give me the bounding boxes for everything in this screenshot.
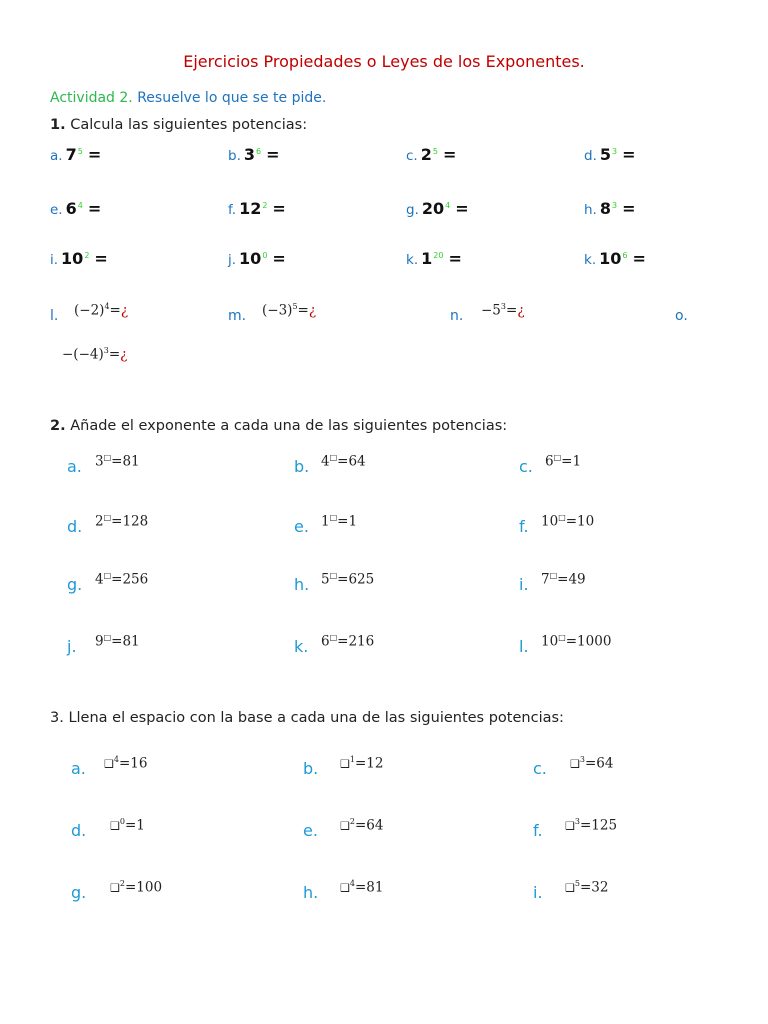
expr-mark: ¿ <box>517 302 525 319</box>
expr-base: 7 <box>541 571 550 588</box>
s2-expr-k <box>321 633 374 650</box>
expr-exponent: 2 <box>349 817 355 826</box>
expr-exponent: 1 <box>349 755 355 764</box>
item-equals: = <box>87 199 102 218</box>
s2-letter-g: g. <box>67 575 83 594</box>
s1-extra-letter-l: l. <box>50 308 59 324</box>
expr-base: −5 <box>481 302 501 319</box>
expr-result: =81 <box>111 633 140 650</box>
item-equals: = <box>272 199 286 218</box>
item-base: 10 <box>599 249 622 268</box>
page-title: Ejercicios Propiedades o Leyes de los Exponentes. <box>183 52 585 71</box>
s1-item-i <box>50 249 108 268</box>
item-letter: c. <box>406 148 418 164</box>
expr-equals: = <box>506 302 518 319</box>
item-equals: = <box>87 145 102 164</box>
expr-result: =100 <box>124 879 163 896</box>
expr-exponent: 4 <box>113 755 119 764</box>
section2-number: 2. <box>50 418 66 434</box>
exponent-blank-box[interactable]: □ <box>558 513 566 522</box>
item-letter: d. <box>584 148 597 164</box>
item-letter: g. <box>406 202 419 218</box>
expr-result: =216 <box>337 633 375 650</box>
item-equals: = <box>632 249 646 268</box>
s1-extra-letter-m: m. <box>228 308 247 324</box>
expr-base: 4 <box>321 453 330 470</box>
base-blank-box[interactable]: ❑ <box>104 757 114 771</box>
exponent-blank-box[interactable]: □ <box>329 453 338 462</box>
item-letter: k. <box>406 252 419 268</box>
s3-letter-c: c. <box>533 759 547 778</box>
item-base: 10 <box>61 249 84 268</box>
expr-result: =125 <box>579 817 618 834</box>
item-letter: k. <box>584 252 597 268</box>
item-base: 20 <box>421 199 445 218</box>
s3-expr-a <box>104 755 147 772</box>
exponent-blank-box[interactable]: □ <box>553 453 562 462</box>
item-equals: = <box>94 249 108 268</box>
expr-base: 6 <box>321 633 330 650</box>
item-base: 7 <box>65 145 77 164</box>
item-exponent: 5 <box>77 146 83 156</box>
base-blank-box[interactable]: ❑ <box>340 819 350 833</box>
exponent-blank-box[interactable]: □ <box>103 453 112 462</box>
item-exponent: 2 <box>262 200 268 210</box>
item-base: 10 <box>239 249 262 268</box>
exponent-blank-box[interactable]: □ <box>103 633 112 642</box>
s1-extra-expr-n <box>481 302 525 319</box>
expr-result: =1 <box>124 817 145 834</box>
item-base: 8 <box>599 199 611 218</box>
s2-expr-i <box>541 571 586 588</box>
expr-base: 1 <box>321 513 330 530</box>
item-base: 2 <box>420 145 432 164</box>
item-base: 12 <box>239 199 262 218</box>
expr-base: 10 <box>541 513 559 530</box>
base-blank-box[interactable]: ❑ <box>110 881 120 895</box>
expr-mark: ¿ <box>120 346 128 363</box>
base-blank-box[interactable]: ❑ <box>110 819 120 833</box>
s2-expr-l <box>541 633 611 650</box>
s3-letter-i: i. <box>533 883 543 902</box>
item-letter: i. <box>50 252 59 268</box>
s2-letter-j: j. <box>67 637 77 656</box>
expr-exponent: 3 <box>574 817 580 826</box>
expr-result: =625 <box>337 571 375 588</box>
expr-result: =64 <box>337 453 366 470</box>
expr-result: =1 <box>561 453 582 470</box>
s1-item-d <box>584 145 636 164</box>
s2-expr-h <box>321 571 374 588</box>
expr-exponent: 3 <box>500 302 506 311</box>
item-exponent: 20 <box>433 250 444 260</box>
s2-expr-g <box>95 571 148 588</box>
item-letter: b. <box>228 148 241 164</box>
expr-base: 6 <box>545 453 554 470</box>
expr-result: =12 <box>354 755 384 772</box>
s3-letter-e: e. <box>303 821 318 840</box>
exponent-blank-box[interactable]: □ <box>329 571 338 580</box>
s1-extra-expr-l <box>74 302 128 319</box>
expr-base: 3 <box>95 453 104 470</box>
s2-letter-k: k. <box>294 637 309 656</box>
s3-letter-a: a. <box>71 759 86 778</box>
s2-expr-a <box>95 453 140 470</box>
exponent-blank-box[interactable]: □ <box>549 571 558 580</box>
expr-result: =32 <box>579 879 609 896</box>
expr-exponent: 4 <box>104 302 110 311</box>
expr-result: =81 <box>354 879 384 896</box>
expr-base: 9 <box>95 633 104 650</box>
s2-letter-d: d. <box>67 517 83 536</box>
item-exponent: 6 <box>256 146 262 156</box>
item-exponent: 3 <box>612 200 618 210</box>
s1-item-a <box>50 145 101 164</box>
expr-result: =128 <box>111 513 149 530</box>
section3-heading: 3. Llena el espacio con la base a cada una de las siguientes potencias: <box>50 710 564 726</box>
item-exponent: 4 <box>77 200 83 210</box>
item-base: 5 <box>599 145 612 164</box>
section1-text: Calcula las siguientes potencias: <box>70 117 308 133</box>
s2-letter-a: a. <box>67 457 82 476</box>
expr-base: 2 <box>95 513 104 530</box>
exponent-blank-box[interactable]: □ <box>103 513 112 522</box>
s1-item-k2 <box>584 249 646 268</box>
s3-expr-e <box>340 817 383 834</box>
activity-instruction: Resuelve lo que se te pide. <box>137 90 327 106</box>
s3-expr-f <box>565 817 617 834</box>
item-equals: = <box>622 199 636 218</box>
s1-item-e <box>50 199 101 218</box>
s1-extra-expr-m <box>262 302 316 319</box>
exponent-blank-box[interactable]: □ <box>558 633 566 642</box>
s1-extra-letter-n: n. <box>450 308 464 324</box>
exponent-blank-box[interactable]: □ <box>329 513 338 522</box>
base-blank-box[interactable]: ❑ <box>340 881 350 895</box>
expr-result: =256 <box>111 571 149 588</box>
item-equals: = <box>622 145 636 164</box>
s3-letter-f: f. <box>533 821 543 840</box>
s3-expr-i <box>565 879 608 896</box>
section2-heading <box>50 418 507 434</box>
item-equals: = <box>266 145 280 164</box>
s3-letter-d: d. <box>71 821 87 840</box>
base-blank-box[interactable]: ❑ <box>340 757 350 771</box>
item-exponent: 3 <box>612 146 618 156</box>
item-letter: f. <box>228 202 237 218</box>
expr-mark: ¿ <box>120 302 129 319</box>
s1-item-k <box>406 249 462 268</box>
expr-base: −(−4) <box>62 346 104 363</box>
base-blank-box[interactable]: ❑ <box>570 757 580 771</box>
item-equals: = <box>442 145 457 164</box>
expr-result: =64 <box>354 817 384 834</box>
expr-equals: = <box>108 346 121 363</box>
expr-exponent: 5 <box>292 302 298 311</box>
s2-letter-h: h. <box>294 575 310 594</box>
s2-letter-e: e. <box>294 517 309 536</box>
item-exponent: 4 <box>445 200 451 210</box>
item-equals: = <box>448 249 462 268</box>
s2-expr-b <box>321 453 366 470</box>
s1-item-c <box>406 145 456 164</box>
expr-result: =81 <box>111 453 140 470</box>
section1-number: 1. <box>50 117 66 133</box>
s3-expr-g <box>110 879 162 896</box>
expr-mark: ¿ <box>308 302 317 319</box>
expr-exponent: 4 <box>349 879 355 888</box>
expr-result: =10 <box>565 513 595 530</box>
item-base: 6 <box>65 199 77 218</box>
s3-letter-g: g. <box>71 883 87 902</box>
s1-item-h <box>584 199 636 218</box>
s1-item-g <box>406 199 469 218</box>
expr-exponent: 2 <box>119 879 125 888</box>
item-exponent: 0 <box>262 250 268 260</box>
s3-expr-b <box>340 755 383 772</box>
s2-letter-c: c. <box>519 457 533 476</box>
expr-result: =1000 <box>565 633 612 650</box>
activity-label: Actividad 2. <box>50 90 133 106</box>
s2-letter-i: i. <box>519 575 529 594</box>
s1-item-b <box>228 145 280 164</box>
expr-result: =1 <box>337 513 358 530</box>
s1-item-j <box>228 249 286 268</box>
base-blank-box[interactable]: ❑ <box>565 819 575 833</box>
expr-exponent: 3 <box>103 346 109 355</box>
exponent-blank-box[interactable]: □ <box>329 633 338 642</box>
item-exponent: 2 <box>84 250 90 260</box>
item-base: 3 <box>243 145 256 164</box>
s2-expr-e <box>321 513 357 530</box>
activity-line <box>50 90 326 106</box>
item-letter: a. <box>50 148 63 164</box>
expr-equals: = <box>109 302 121 319</box>
item-base: 1 <box>421 249 433 268</box>
item-letter: j. <box>228 252 237 268</box>
s3-letter-b: b. <box>303 759 319 778</box>
s3-expr-h <box>340 879 383 896</box>
s2-letter-f: f. <box>519 517 529 536</box>
s1-extra-letter-o: o. <box>675 308 688 324</box>
s2-letter-b: b. <box>294 457 310 476</box>
expr-exponent: 5 <box>574 879 580 888</box>
s2-expr-d <box>95 513 148 530</box>
expr-base: 10 <box>541 633 559 650</box>
s1-extra-expr-o <box>62 346 127 363</box>
s2-letter-l: l. <box>519 637 529 656</box>
expr-result: =16 <box>118 755 148 772</box>
s1-item-f <box>228 199 286 218</box>
expr-base: (−3) <box>262 302 293 319</box>
section1-heading <box>50 117 307 133</box>
item-equals: = <box>272 249 286 268</box>
expr-base: 5 <box>321 571 330 588</box>
s3-expr-d <box>110 817 145 834</box>
s3-expr-c <box>570 755 613 772</box>
expr-base: (−2) <box>74 302 105 319</box>
s2-expr-c <box>545 453 581 470</box>
s2-expr-f <box>541 513 594 530</box>
expr-exponent: 0 <box>119 817 125 826</box>
item-letter: h. <box>584 202 597 218</box>
s3-letter-h: h. <box>303 883 319 902</box>
expr-exponent: 3 <box>579 755 585 764</box>
expr-result: =64 <box>584 755 614 772</box>
item-equals: = <box>455 199 469 218</box>
expr-base: 4 <box>95 571 104 588</box>
expr-result: =49 <box>557 571 586 588</box>
exponent-blank-box[interactable]: □ <box>103 571 112 580</box>
s2-expr-j <box>95 633 140 650</box>
base-blank-box[interactable]: ❑ <box>565 881 575 895</box>
item-exponent: 5 <box>432 146 438 156</box>
item-letter: e. <box>50 202 63 218</box>
expr-equals: = <box>297 302 309 319</box>
item-exponent: 6 <box>622 250 628 260</box>
section2-text: Añade el exponente a cada una de las siguientes potencias: <box>70 418 508 434</box>
